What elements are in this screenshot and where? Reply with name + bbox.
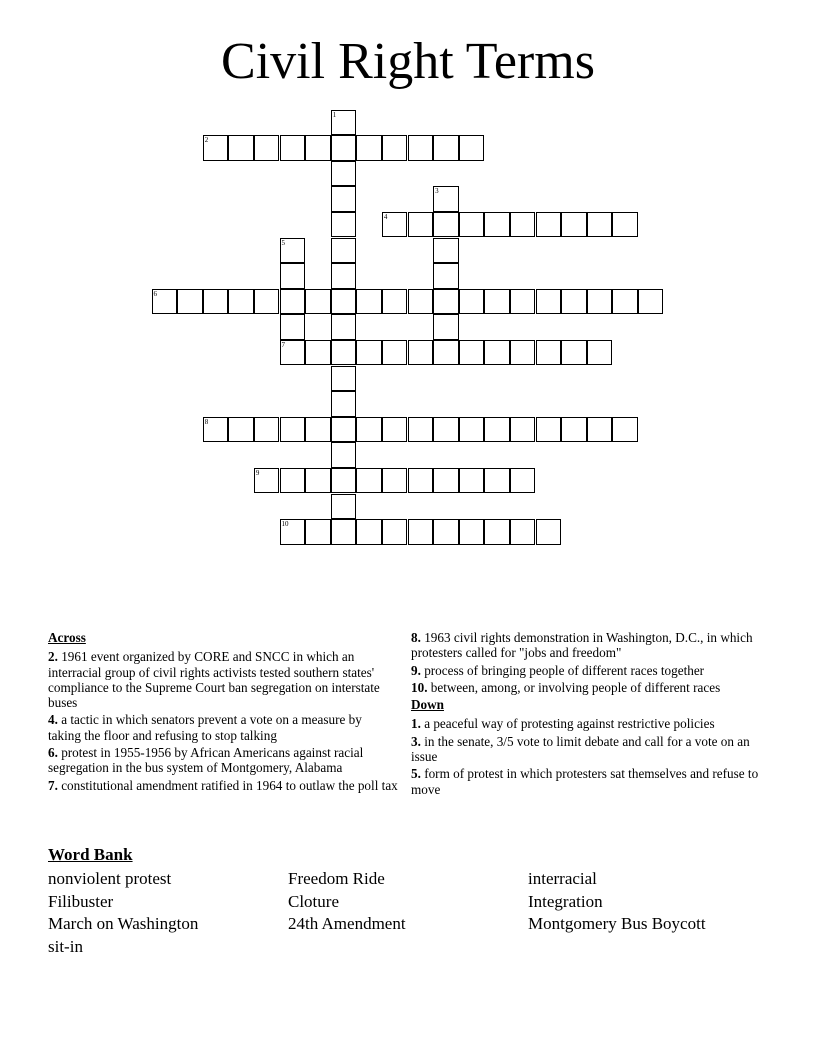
clue-text: process of bringing people of different races together <box>424 662 705 678</box>
grid-cell[interactable] <box>331 263 357 289</box>
clue-number: 5. <box>411 766 421 782</box>
grid-cell[interactable] <box>228 135 254 161</box>
grid-cell[interactable] <box>459 417 485 443</box>
grid-cell[interactable] <box>561 212 587 238</box>
grid-cell[interactable] <box>382 135 408 161</box>
clue-number: 2. <box>48 649 58 665</box>
clue-number: 7. <box>48 777 58 793</box>
grid-cell[interactable] <box>433 238 459 264</box>
grid-cell[interactable] <box>331 212 357 238</box>
clue-across-2 <box>48 649 398 710</box>
grid-cell[interactable] <box>280 289 306 315</box>
clue-across-8 <box>411 630 766 661</box>
grid-cell[interactable] <box>510 468 536 494</box>
grid-cell[interactable] <box>536 289 562 315</box>
grid-cell[interactable] <box>280 314 306 340</box>
clue-number: 3. <box>411 733 421 749</box>
grid-cell[interactable] <box>228 289 254 315</box>
grid-cell[interactable] <box>228 417 254 443</box>
grid-cell[interactable] <box>331 391 357 417</box>
grid-cell[interactable] <box>587 417 613 443</box>
clue-text: constitutional amendment ratified in 1964 to outlaw the poll tax <box>61 777 398 793</box>
grid-cell[interactable] <box>305 417 331 443</box>
word-bank-item: interracial <box>528 869 597 888</box>
clue-text: 1961 event organized by CORE and SNCC in which an interracial group of civil rights activists tested southern states' compliance to the Supreme Court ban segregation on interstate buses <box>48 649 380 711</box>
grid-cell[interactable] <box>561 417 587 443</box>
grid-cell[interactable] <box>305 135 331 161</box>
grid-cell[interactable] <box>254 417 280 443</box>
clues-right-column <box>411 630 766 799</box>
grid-cell[interactable] <box>254 289 280 315</box>
clue-across-9 <box>411 663 766 678</box>
grid-cell[interactable] <box>382 519 408 545</box>
word-bank-item: nonviolent protest <box>48 869 172 888</box>
grid-cell[interactable] <box>331 519 357 545</box>
grid-cell[interactable] <box>433 417 459 443</box>
across-heading: Across <box>48 630 86 645</box>
clue-number: 10. <box>411 679 428 695</box>
clue-down-3 <box>411 734 766 765</box>
grid-cell[interactable] <box>280 468 306 494</box>
grid-cell[interactable] <box>408 417 434 443</box>
grid-cell[interactable] <box>433 468 459 494</box>
grid-cell[interactable] <box>433 135 459 161</box>
grid-cell[interactable] <box>356 417 382 443</box>
grid-cell[interactable] <box>305 289 331 315</box>
clue-number: 8. <box>411 630 421 645</box>
grid-cell[interactable] <box>382 340 408 366</box>
clue-text: 1963 civil rights demonstration in Washington, D.C., in which protesters called for "jobs and freedom" <box>411 630 753 661</box>
word-bank-item: 24th Amendment <box>288 914 406 933</box>
word-bank-item: Filibuster <box>48 891 114 911</box>
clue-number: 6. <box>48 745 58 761</box>
clue-number-label: 8 <box>204 417 209 426</box>
grid-cell[interactable] <box>612 417 638 443</box>
grid-cell[interactable] <box>484 289 510 315</box>
clue-number-label: 1 <box>332 110 337 119</box>
clue-down-1 <box>411 716 766 731</box>
grid-cell[interactable] <box>433 212 459 238</box>
grid-cell[interactable] <box>356 340 382 366</box>
grid-cell[interactable] <box>382 417 408 443</box>
grid-cell[interactable] <box>433 519 459 545</box>
grid-cell[interactable] <box>510 519 536 545</box>
grid-cell[interactable] <box>561 289 587 315</box>
page-title: Civil Right Terms <box>221 33 595 90</box>
grid-cell[interactable] <box>177 289 203 315</box>
clue-across-7 <box>48 778 398 793</box>
grid-cell[interactable] <box>536 212 562 238</box>
clue-down-5 <box>411 766 766 797</box>
grid-cell[interactable] <box>433 340 459 366</box>
grid-cell[interactable] <box>331 366 357 392</box>
grid-cell[interactable] <box>587 212 613 238</box>
clue-text: protest in 1955-1956 by African Americans against racial segregation in the bus system of Montgomery, Alabama <box>48 745 364 776</box>
grid-cell[interactable] <box>331 238 357 264</box>
clue-number-label: 6 <box>153 289 157 298</box>
grid-cell[interactable] <box>305 468 331 494</box>
grid-cell[interactable] <box>484 340 510 366</box>
clue-across-6 <box>48 745 398 776</box>
grid-cell[interactable] <box>510 417 536 443</box>
clue-number-label: 4 <box>383 212 388 221</box>
grid-cell[interactable] <box>408 289 434 315</box>
grid-cell[interactable] <box>408 519 434 545</box>
grid-cell[interactable] <box>561 340 587 366</box>
clue-number-label: 5 <box>281 238 285 247</box>
grid-cell[interactable] <box>356 289 382 315</box>
clue-number-label: 9 <box>255 468 260 477</box>
grid-cell[interactable] <box>356 135 382 161</box>
grid-cell[interactable] <box>587 340 613 366</box>
grid-cell[interactable] <box>459 340 485 366</box>
grid-cell[interactable] <box>433 314 459 340</box>
clue-number-label: 2 <box>204 136 209 145</box>
word-bank-item: Montgomery Bus Boycott <box>528 914 706 933</box>
grid-cell[interactable] <box>510 212 536 238</box>
grid-cell[interactable] <box>331 442 357 468</box>
grid-cell[interactable] <box>433 263 459 289</box>
grid-cell[interactable] <box>331 417 357 443</box>
grid-cell[interactable] <box>254 135 280 161</box>
grid-cell[interactable] <box>331 340 357 366</box>
grid-cell[interactable] <box>536 340 562 366</box>
clue-number: 9. <box>411 662 421 678</box>
clue-number-label: 10 <box>281 520 289 529</box>
clue-text: between, among, or involving people of different races <box>430 679 721 695</box>
grid-cell[interactable] <box>331 289 357 315</box>
grid-cell[interactable] <box>305 340 331 366</box>
word-bank-item: Freedom Ride <box>288 869 385 888</box>
grid-cell[interactable] <box>484 212 510 238</box>
grid-cell[interactable] <box>510 340 536 366</box>
clue-text: a tactic in which senators prevent a vote on a measure by taking the floor and refusing to stop talking <box>48 712 362 743</box>
word-bank-item: Integration <box>528 891 603 911</box>
grid-cell[interactable] <box>484 468 510 494</box>
grid-cell[interactable] <box>510 289 536 315</box>
grid-cell[interactable] <box>459 468 485 494</box>
grid-cell[interactable] <box>612 212 638 238</box>
grid-cell[interactable] <box>536 519 562 545</box>
grid-cell[interactable] <box>459 289 485 315</box>
grid-cell[interactable] <box>331 468 357 494</box>
grid-cell[interactable] <box>638 289 664 315</box>
grid-cell[interactable] <box>203 289 229 315</box>
grid-cell[interactable] <box>331 314 357 340</box>
grid-cell[interactable] <box>280 135 306 161</box>
grid-cell[interactable] <box>408 135 434 161</box>
grid-cell[interactable] <box>331 186 357 212</box>
grid-cell[interactable] <box>408 340 434 366</box>
word-bank-item: March on Washington <box>48 914 199 933</box>
word-bank-item: Cloture <box>288 891 339 911</box>
grid-cell[interactable] <box>331 135 357 161</box>
clue-text: in the senate, 3/5 vote to limit debate and call for a vote on an issue <box>411 733 750 765</box>
word-bank-item: sit-in <box>48 936 83 956</box>
clue-number: 1. <box>411 716 421 732</box>
down-heading: Down <box>411 697 444 713</box>
clue-text: form of protest in which protesters sat themselves and refuse to move <box>411 766 759 797</box>
grid-cell[interactable] <box>587 289 613 315</box>
clues-left-column <box>48 630 398 795</box>
clue-text: a peaceful way of protesting against restrictive policies <box>424 716 715 732</box>
grid-cell[interactable] <box>280 417 306 443</box>
grid-cell[interactable] <box>382 289 408 315</box>
clue-number-label: 3 <box>435 187 439 196</box>
grid-cell[interactable] <box>612 289 638 315</box>
grid-cell[interactable] <box>484 417 510 443</box>
grid-cell[interactable] <box>484 519 510 545</box>
grid-cell[interactable] <box>459 519 485 545</box>
grid-cell[interactable] <box>331 161 357 187</box>
grid-cell[interactable] <box>459 135 485 161</box>
grid-cell[interactable] <box>382 468 408 494</box>
clue-across-10 <box>411 680 766 695</box>
grid-cell[interactable] <box>280 263 306 289</box>
clue-number-label: 7 <box>281 340 285 349</box>
grid-cell[interactable] <box>408 212 434 238</box>
grid-cell[interactable] <box>433 289 459 315</box>
grid-cell[interactable] <box>536 417 562 443</box>
grid-cell[interactable] <box>408 468 434 494</box>
grid-cell[interactable] <box>459 212 485 238</box>
clue-number: 4. <box>48 712 58 728</box>
grid-cell[interactable] <box>331 494 357 520</box>
clue-across-4 <box>48 712 398 743</box>
word-bank-title: Word Bank <box>48 845 133 864</box>
grid-cell[interactable] <box>305 519 331 545</box>
grid-cell[interactable] <box>356 468 382 494</box>
grid-cell[interactable] <box>356 519 382 545</box>
